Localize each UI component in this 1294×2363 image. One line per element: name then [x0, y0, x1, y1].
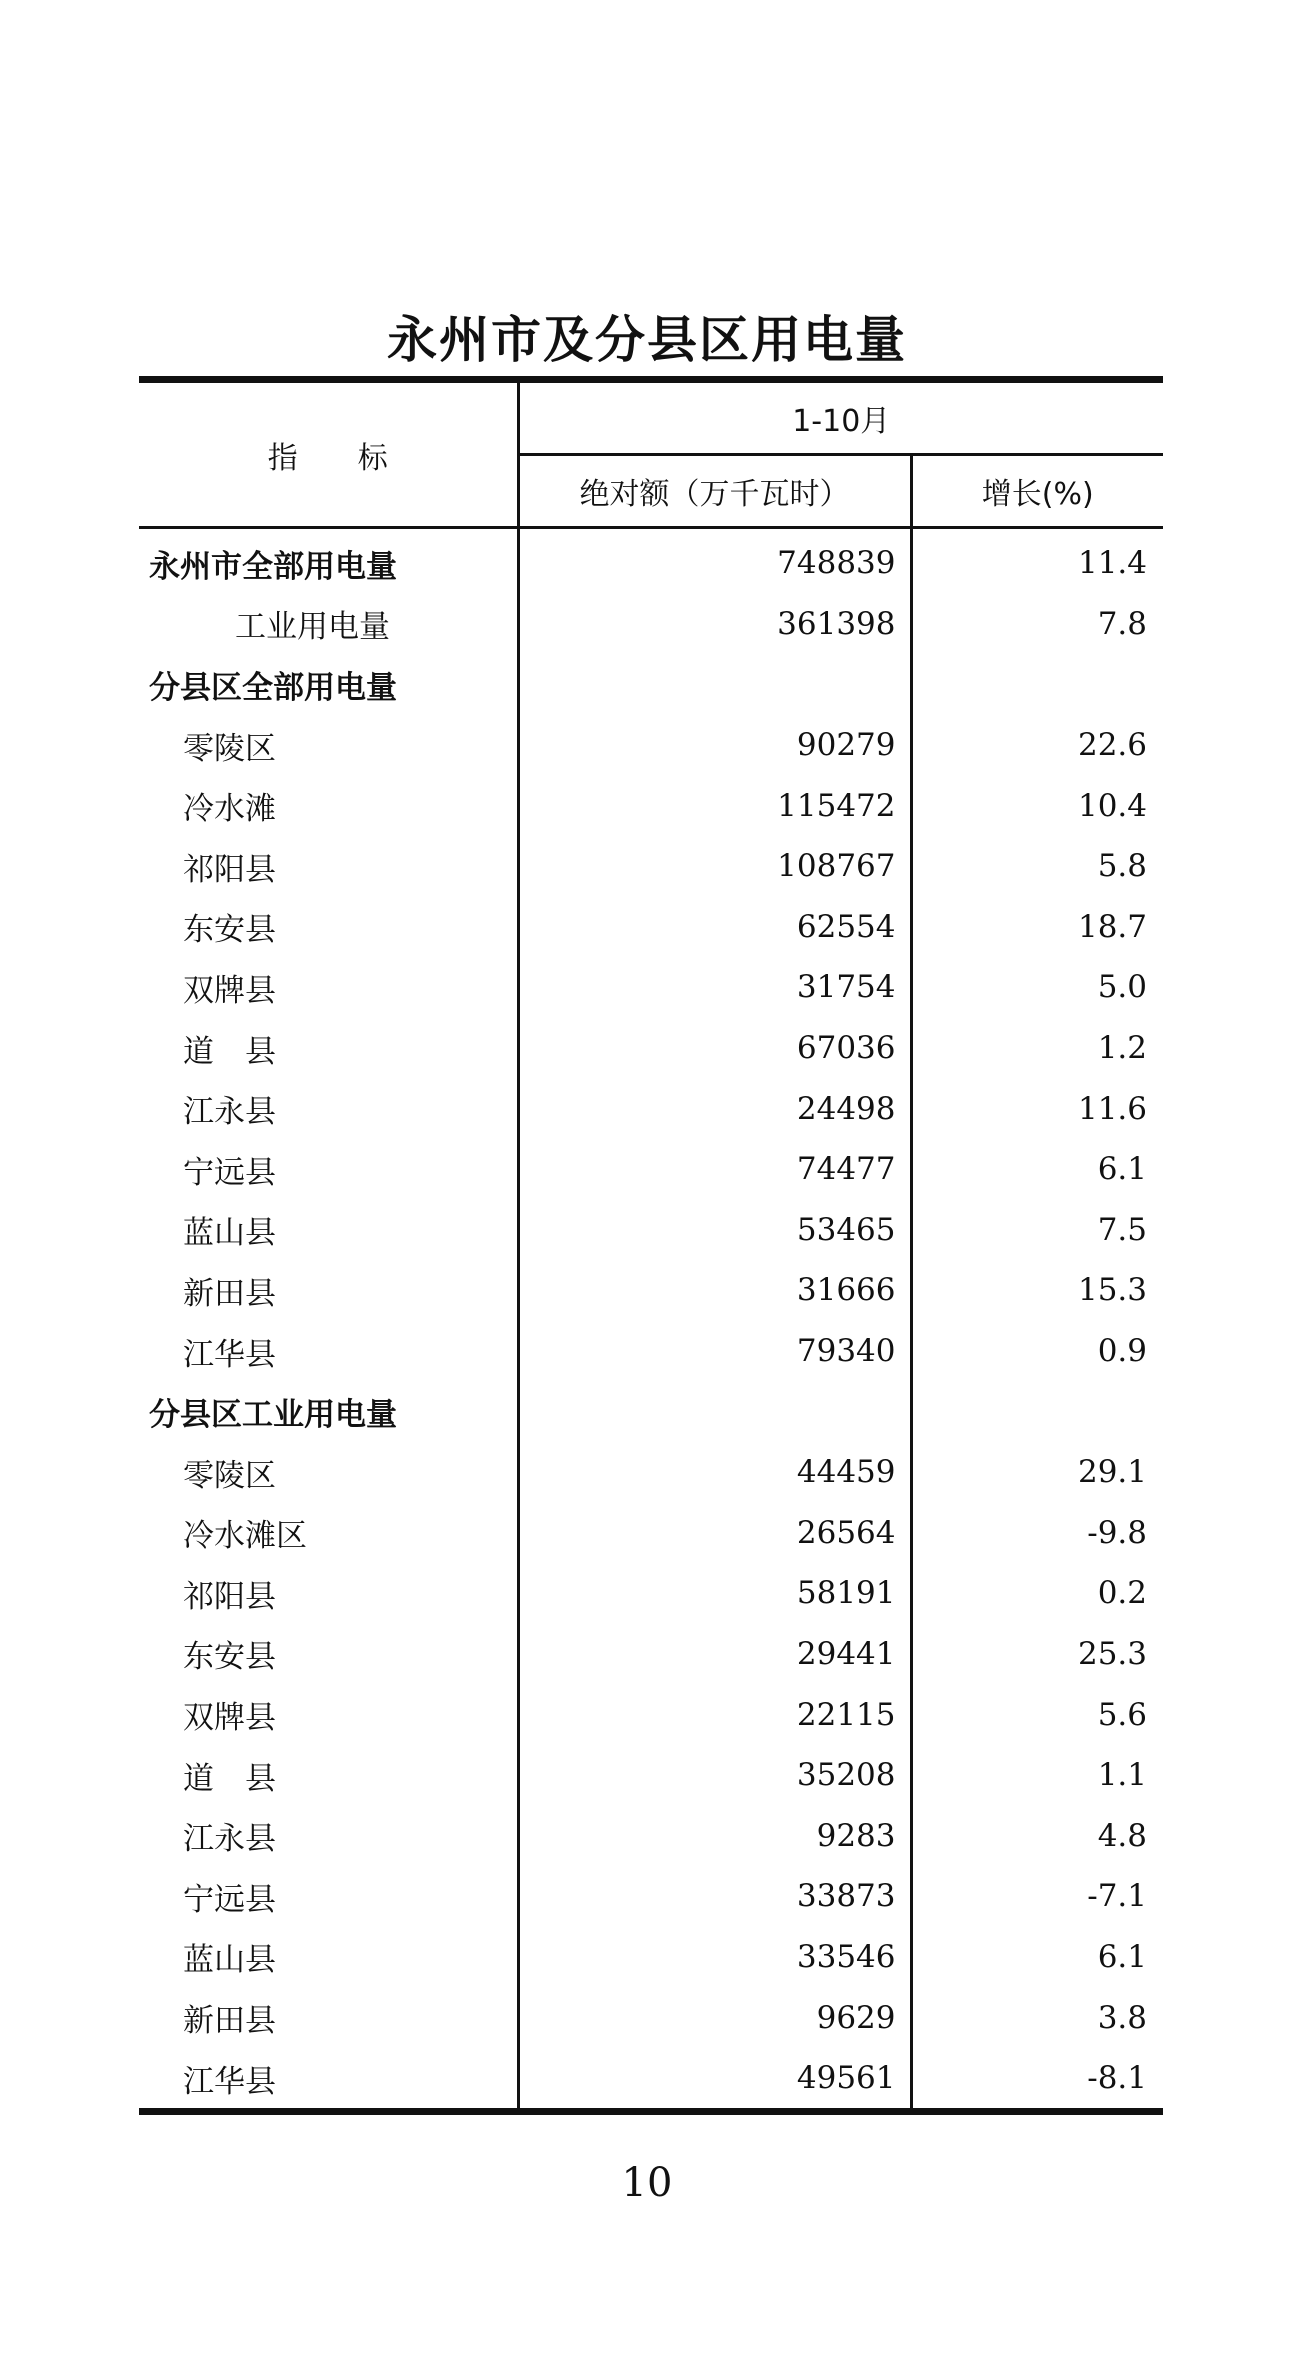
growth-value: 25.3: [1077, 1635, 1147, 1672]
absolute-value: 115472: [518, 775, 911, 836]
row-label: 蓝山县: [139, 1200, 518, 1261]
table-row: [139, 1139, 1163, 1200]
absolute-value: 35208: [518, 1745, 911, 1806]
row-label: 宁远县: [139, 1866, 518, 1927]
growth-value: 3.8: [1097, 1999, 1147, 2036]
growth-value: 6.1: [1097, 1938, 1147, 1975]
row-label: 永州市全部用电量: [139, 528, 518, 594]
row-label: 江永县: [139, 1805, 518, 1866]
absolute-value: 9629: [518, 1987, 911, 2048]
indicator-header: 指 标: [139, 380, 518, 528]
absolute-value: 31666: [518, 1260, 911, 1321]
absolute-value: [518, 1381, 911, 1442]
absolute-value: 22115: [518, 1684, 911, 1745]
table-row: [139, 1624, 1163, 1685]
table-row: [139, 1503, 1163, 1564]
absolute-value: 361398: [518, 594, 911, 655]
table-row: [139, 775, 1163, 836]
absolute-value: 26564: [518, 1503, 911, 1564]
row-label: 新田县: [139, 1987, 518, 2048]
page-number: 10: [621, 2160, 673, 2206]
row-label: 冷水滩区: [139, 1503, 518, 1564]
row-label: 江永县: [139, 1078, 518, 1139]
growth-value: 11.4: [1077, 545, 1147, 582]
page-title: 永州市及分县区用电量: [387, 311, 907, 369]
electricity-table-container: [139, 376, 1163, 2115]
table-row: [139, 1745, 1163, 1806]
table-body: [139, 528, 1163, 2112]
table-row: [139, 1805, 1163, 1866]
row-label: 新田县: [139, 1260, 518, 1321]
growth-value: 5.6: [1097, 1696, 1147, 1733]
growth-value: 5.8: [1097, 848, 1147, 885]
table-row: [139, 1442, 1163, 1503]
growth-value: 1.2: [1097, 1030, 1147, 1067]
table-row: [139, 1684, 1163, 1745]
absolute-value: 9283: [518, 1805, 911, 1866]
growth-value: 0.2: [1097, 1575, 1147, 1612]
row-label: 工业用电量: [139, 594, 518, 655]
table-row: [139, 2048, 1163, 2112]
absolute-value: 33873: [518, 1866, 911, 1927]
table-row: [139, 1987, 1163, 2048]
growth-value: 18.7: [1077, 908, 1147, 945]
growth-value: 0.9: [1097, 1333, 1147, 1370]
table-row: [139, 1927, 1163, 1988]
row-label: 分县区工业用电量: [139, 1381, 518, 1442]
row-label: 祁阳县: [139, 1563, 518, 1624]
growth-value: -9.8: [1087, 1514, 1147, 1551]
row-label: 江华县: [139, 1321, 518, 1382]
table-row: [139, 594, 1163, 655]
table-row: [139, 836, 1163, 897]
absolute-value: [518, 654, 911, 715]
growth-value: 10.4: [1077, 787, 1147, 824]
absolute-header: 绝对额（万千瓦时）: [518, 455, 911, 528]
electricity-table: [139, 376, 1163, 2115]
absolute-value: 33546: [518, 1927, 911, 1988]
row-label: 东安县: [139, 1624, 518, 1685]
row-label: 冷水滩: [139, 775, 518, 836]
absolute-value: 53465: [518, 1200, 911, 1261]
growth-value: 29.1: [1077, 1454, 1147, 1491]
table-row: [139, 528, 1163, 594]
absolute-value: 49561: [518, 2048, 911, 2112]
growth-value: [911, 654, 1163, 715]
absolute-value: 748839: [518, 528, 911, 594]
growth-value: [911, 1381, 1163, 1442]
table-row: [139, 1321, 1163, 1382]
absolute-value: 58191: [518, 1563, 911, 1624]
absolute-value: 79340: [518, 1321, 911, 1382]
absolute-value: 67036: [518, 1018, 911, 1079]
absolute-value: 29441: [518, 1624, 911, 1685]
row-label: 零陵区: [139, 715, 518, 776]
growth-value: 1.1: [1097, 1757, 1147, 1794]
row-label: 东安县: [139, 897, 518, 958]
table-row: [139, 715, 1163, 776]
growth-value: 11.6: [1077, 1090, 1147, 1127]
row-label: 祁阳县: [139, 836, 518, 897]
growth-value: 5.0: [1097, 969, 1147, 1006]
row-label: 江华县: [139, 2048, 518, 2112]
row-label: 蓝山县: [139, 1927, 518, 1988]
growth-value: 7.5: [1097, 1211, 1147, 1248]
table-row: [139, 1260, 1163, 1321]
absolute-value: 90279: [518, 715, 911, 776]
table-row: [139, 897, 1163, 958]
growth-value: 4.8: [1097, 1817, 1147, 1854]
row-label: 分县区全部用电量: [139, 654, 518, 715]
table-row: [139, 1381, 1163, 1442]
period-header: 1-10月: [518, 380, 1163, 455]
growth-value: 22.6: [1077, 727, 1147, 764]
table-row: [139, 1078, 1163, 1139]
absolute-value: 62554: [518, 897, 911, 958]
absolute-value: 74477: [518, 1139, 911, 1200]
row-label: 双牌县: [139, 957, 518, 1018]
table-header: [139, 380, 1163, 528]
absolute-value: 44459: [518, 1442, 911, 1503]
table-row: [139, 654, 1163, 715]
table-row: [139, 957, 1163, 1018]
table-row: [139, 1563, 1163, 1624]
growth-value: -8.1: [911, 2048, 1163, 2112]
row-label: 宁远县: [139, 1139, 518, 1200]
growth-value: 15.3: [1077, 1272, 1147, 1309]
row-label: 道 县: [139, 1745, 518, 1806]
row-label: 双牌县: [139, 1684, 518, 1745]
row-label: 道 县: [139, 1018, 518, 1079]
row-label: 零陵区: [139, 1442, 518, 1503]
table-row: [139, 1866, 1163, 1927]
growth-value: -7.1: [1087, 1878, 1147, 1915]
table-row: [139, 1200, 1163, 1261]
growth-header: 增长(%): [911, 455, 1163, 528]
absolute-value: 31754: [518, 957, 911, 1018]
absolute-value: 108767: [518, 836, 911, 897]
table-row: [139, 1018, 1163, 1079]
growth-value: 6.1: [1097, 1151, 1147, 1188]
growth-value: 7.8: [1097, 605, 1147, 642]
absolute-value: 24498: [518, 1078, 911, 1139]
